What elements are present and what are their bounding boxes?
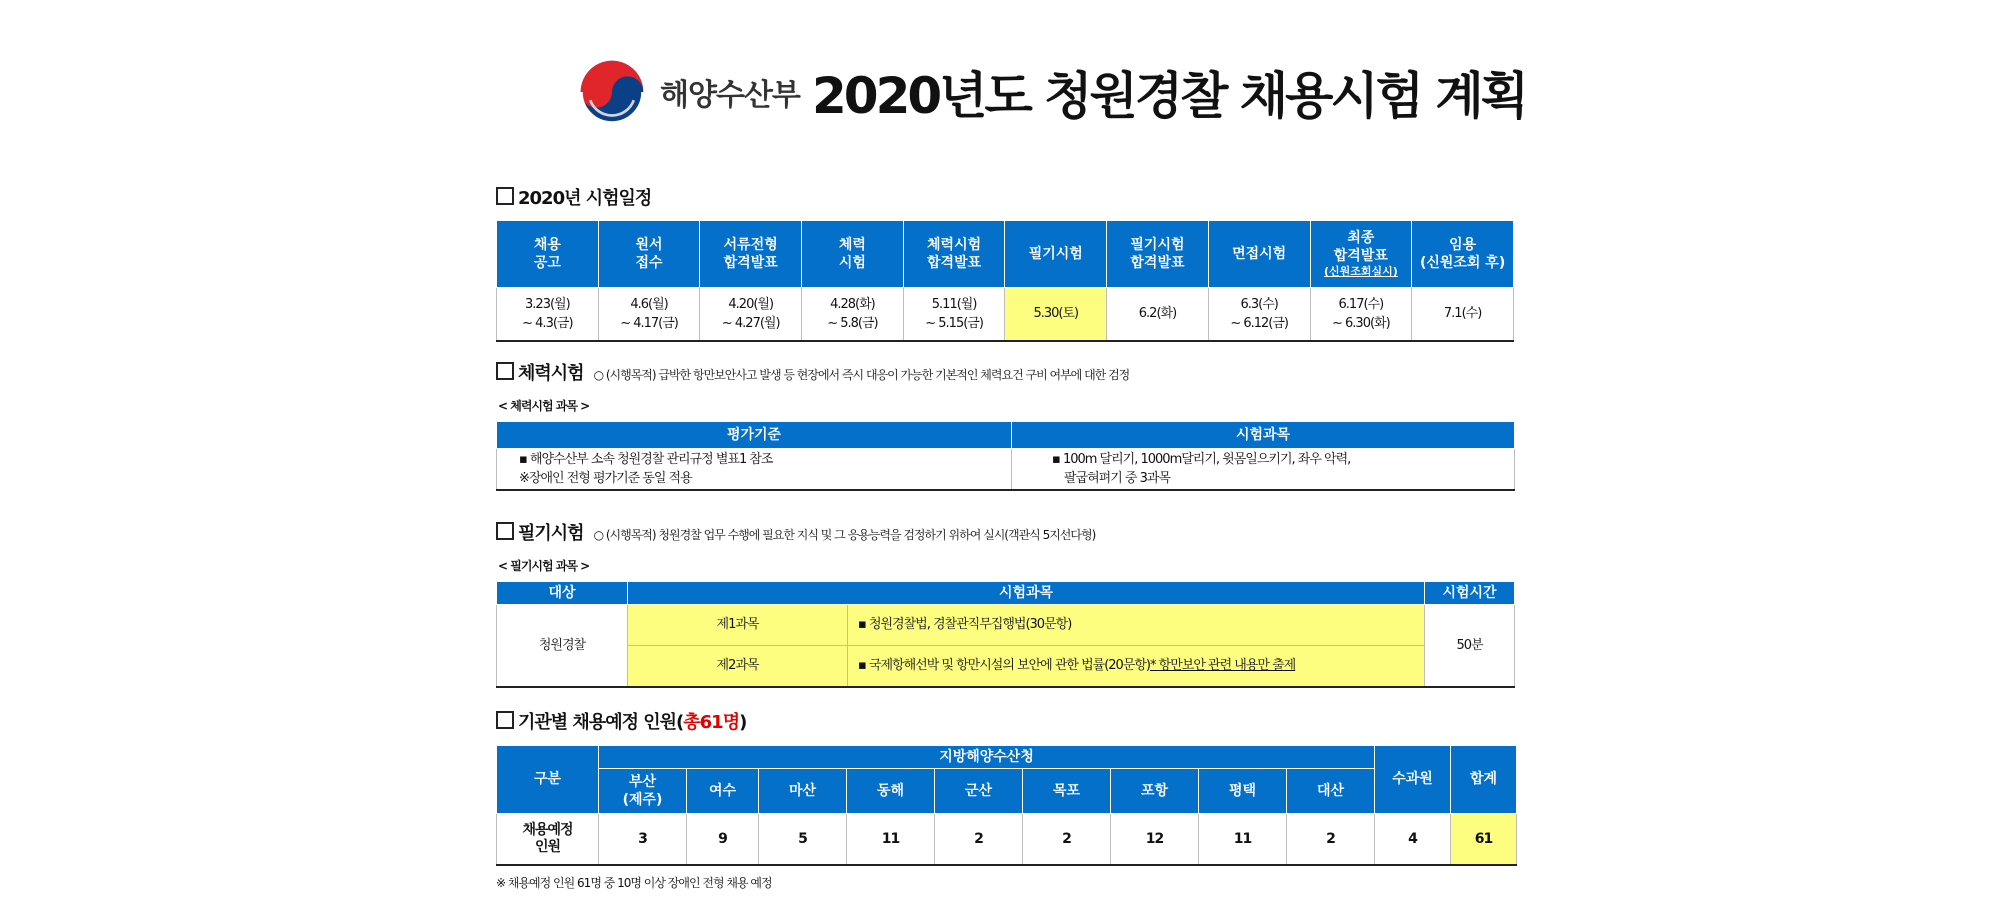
schedule-date-2: 4.20(월) ~ 4.27(월) [700, 288, 802, 342]
schedule-date-4: 5.11(월) ~ 5.15(금) [903, 288, 1005, 342]
staffing-count-6: 12 [1111, 814, 1199, 866]
schedule-date-1: 4.6(월) ~ 4.17(금) [598, 288, 700, 342]
staffing-col-total: 합계 [1451, 746, 1517, 814]
staffing-heading: 기관별 채용예정 인원(총61명) [496, 708, 746, 734]
physical-col-subjects: 시험과목 [1012, 422, 1515, 449]
staffing-region-7: 평택 [1199, 769, 1287, 814]
staffing-region-4: 군산 [935, 769, 1023, 814]
written-s2-note: * 항만보안 관련 내용만 출제 [1150, 658, 1296, 674]
schedule-header-row [497, 221, 1514, 288]
schedule-col-9: 임용 (신원조회 후) [1412, 221, 1514, 288]
written-target: 청원경찰 [497, 605, 628, 688]
staffing-count-7: 11 [1199, 814, 1287, 866]
written-row-2 [497, 646, 1515, 688]
staffing-header-row-1 [497, 746, 1517, 769]
staffing-group-header: 지방해양수산청 [599, 746, 1375, 769]
staffing-count-lab: 4 [1375, 814, 1451, 866]
written-s2-content: ▪ 국제항해선박 및 항만시설의 보안에 관한 법률(20문항)* 항만보안 관련 내용만 출제 [848, 646, 1425, 688]
staffing-count-total: 61 [1451, 814, 1517, 866]
written-s1-name: 제1과목 [628, 605, 848, 646]
schedule-col-0: 채용 공고 [497, 221, 599, 288]
schedule-col-2: 서류전형 합격발표 [700, 221, 802, 288]
written-heading: 필기시험 ○ (시행목적) 청원경찰 업무 수행에 필요한 지식 및 그 응용능력을 검정하기 위하여 실시(객관식 5지선다형) [496, 519, 1095, 545]
physical-heading: 체력시험 ○ (시행목적) 급박한 항만보안사고 발생 등 현장에서 즉시 대응이 가능한 기본적인 체력요건 구비 여부에 대한 검정 [496, 359, 1129, 385]
written-s1-content: ▪ 청원경찰법, 경찰관직무집행법(30문항) [848, 605, 1425, 646]
written-header-row [497, 582, 1515, 605]
schedule-date-9: 7.1(수) [1412, 288, 1514, 342]
written-col-time: 시험시간 [1425, 582, 1515, 605]
schedule-date-row [497, 288, 1514, 342]
written-table [496, 581, 1515, 688]
written-desc: ○ (시행목적) 청원경찰 업무 수행에 필요한 지식 및 그 응용능력을 검정하기 위하여 실시(객관식 5지선다형) [593, 528, 1096, 542]
schedule-table [496, 220, 1514, 342]
schedule-date-6: 6.2(화) [1107, 288, 1209, 342]
staffing-count-3: 11 [847, 814, 935, 866]
physical-criteria: ▪ 해양수산부 소속 청원경찰 관리규정 별표1 참조 ※장애인 전형 평가기준 동일 적용 [497, 449, 1012, 491]
schedule-col-3: 체력 시험 [802, 221, 904, 288]
staffing-region-5: 목포 [1023, 769, 1111, 814]
staffing-region-0: 부산 (제주) [599, 769, 687, 814]
schedule-col-4: 체력시험 합격발표 [903, 221, 1005, 288]
staffing-count-1: 9 [687, 814, 759, 866]
schedule-col-6: 필기시험 합격발표 [1107, 221, 1209, 288]
staffing-row-label: 채용예정 인원 [497, 814, 599, 866]
checkbox-square-icon [496, 187, 514, 205]
staffing-count-2: 5 [759, 814, 847, 866]
written-s2-name: 제2과목 [628, 646, 848, 688]
staffing-region-8: 대산 [1287, 769, 1375, 814]
staffing-footnote: ※ 채용예정 인원 61명 중 10명 이상 장애인 전형 채용 예정 [496, 876, 772, 890]
staffing-table [496, 745, 1517, 866]
physical-body-row [497, 449, 1515, 491]
written-time: 50분 [1425, 605, 1515, 688]
org-name: 해양수산부 [660, 78, 800, 113]
written-subtitle: < 필기시험 과목 > [498, 559, 590, 573]
staffing-count-4: 2 [935, 814, 1023, 866]
staffing-region-6: 포항 [1111, 769, 1199, 814]
staffing-region-3: 동해 [847, 769, 935, 814]
schedule-col-1: 원서 접수 [598, 221, 700, 288]
written-row-1 [497, 605, 1515, 646]
staffing-col-category: 구분 [497, 746, 599, 814]
taegeuk-logo-icon [578, 58, 646, 126]
checkbox-square-icon [496, 362, 514, 380]
schedule-col-7: 면접시험 [1208, 221, 1310, 288]
physical-table [496, 421, 1515, 491]
schedule-col-8: 최종 합격발표 (신원조회실시) [1310, 221, 1412, 288]
checkbox-square-icon [496, 711, 514, 729]
schedule-date-8: 6.17(수) ~ 6.30(화) [1310, 288, 1412, 342]
schedule-date-0: 3.23(월) ~ 4.3(금) [497, 288, 599, 342]
physical-desc: ○ (시행목적) 급박한 항만보안사고 발생 등 현장에서 즉시 대응이 가능한 기본적인 체력요건 구비 여부에 대한 검정 [593, 368, 1130, 382]
staffing-count-5: 2 [1023, 814, 1111, 866]
written-col-target: 대상 [497, 582, 628, 605]
staffing-header-row-2 [497, 769, 1517, 814]
written-col-subject: 시험과목 [628, 582, 1425, 605]
staffing-region-1: 여수 [687, 769, 759, 814]
schedule-date-5: 5.30(토) [1005, 288, 1107, 342]
schedule-heading: 2020년 시험일정 [496, 184, 651, 210]
physical-col-criteria: 평가기준 [497, 422, 1012, 449]
schedule-date-7: 6.3(수) ~ 6.12(금) [1208, 288, 1310, 342]
staffing-region-2: 마산 [759, 769, 847, 814]
physical-subjects: ▪ 100m 달리기, 1000m달리기, 윗몸일으키기, 좌우 악력, 팔굽혀펴기 중 3과목 [1012, 449, 1515, 491]
checkbox-square-icon [496, 522, 514, 540]
staffing-col-lab: 수과원 [1375, 746, 1451, 814]
staffing-count-8: 2 [1287, 814, 1375, 866]
physical-subtitle: < 체력시험 과목 > [498, 399, 590, 413]
physical-header-row [497, 422, 1515, 449]
page-title: 2020년도 청원경찰 채용시험 계획 [812, 67, 1526, 125]
staffing-count-row [497, 814, 1517, 866]
schedule-col-5: 필기시험 [1005, 221, 1107, 288]
schedule-date-3: 4.28(화) ~ 5.8(금) [802, 288, 904, 342]
staffing-total-heading: 총61명 [683, 712, 740, 733]
staffing-count-0: 3 [599, 814, 687, 866]
